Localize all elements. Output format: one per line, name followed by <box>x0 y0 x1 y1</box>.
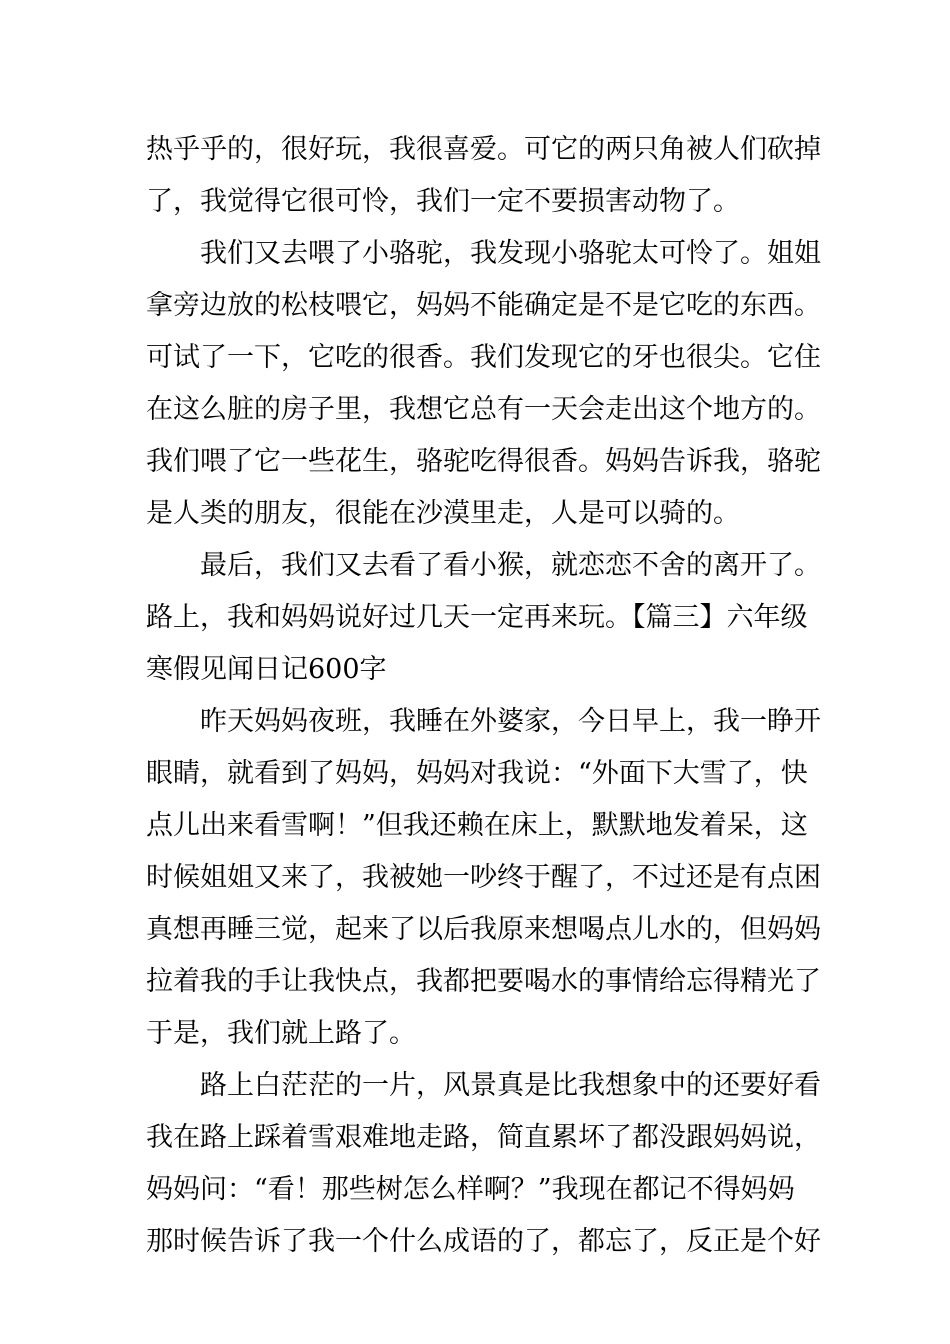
text-line: 路上，我和妈妈说好过几天一定再来玩。【篇三】六年级 <box>146 602 808 633</box>
paragraph-first-line: 路上白茫茫的一片，风景真是比我想象中的还要好看 <box>200 1070 821 1101</box>
paragraph-first-line: 昨天妈妈夜班，我睡在外婆家，今日早上，我一睁开 <box>200 706 821 737</box>
section-title-line: 寒假见闻日记600字 <box>146 654 387 685</box>
text-line: 我们喂了它一些花生，骆驼吃得很香。妈妈告诉我，骆驼 <box>146 446 821 477</box>
text-line: 时候姐姐又来了，我被她一吵终于醒了，不过还是有点困 <box>146 862 821 893</box>
paragraph-first-line: 最后，我们又去看了看小猴，就恋恋不舍的离开了。 <box>200 550 821 581</box>
text-line: 那时候告诉了我一个什么成语的了，都忘了，反正是个好 <box>146 1226 821 1257</box>
text-line: 在这么脏的房子里，我想它总有一天会走出这个地方的。 <box>146 394 821 425</box>
text-line: 了，我觉得它很可怜，我们一定不要损害动物了。 <box>146 186 740 217</box>
text-line: 妈妈问：“看！那些树怎么样啊？”我现在都记不得妈妈 <box>146 1174 795 1205</box>
paragraph-first-line: 我们又去喂了小骆驼，我发现小骆驼太可怜了。姐姐 <box>200 238 821 269</box>
text-line: 热乎乎的，很好玩，我很喜爱。可它的两只角被人们砍掉 <box>146 134 821 165</box>
text-line: 点儿出来看雪啊！”但我还赖在床上，默默地发着呆，这 <box>146 810 808 841</box>
text-line: 真想再睡三觉，起来了以后我原来想喝点儿水的，但妈妈 <box>146 914 821 945</box>
text-line: 是人类的朋友，很能在沙漠里走，人是可以骑的。 <box>146 498 740 529</box>
text-line: 眼睛，就看到了妈妈，妈妈对我说：“外面下大雪了，快 <box>146 758 808 789</box>
text-line: 拉着我的手让我快点，我都把要喝水的事情给忘得精光了 <box>146 966 821 997</box>
text-line: 可试了一下，它吃的很香。我们发现它的牙也很尖。它住 <box>146 342 821 373</box>
text-line: 于是，我们就上路了。 <box>146 1018 416 1049</box>
text-line: 拿旁边放的松枝喂它，妈妈不能确定是不是它吃的东西。 <box>146 290 821 321</box>
text-line: 我在路上踩着雪艰难地走路，简直累坏了都没跟妈妈说， <box>146 1122 821 1153</box>
